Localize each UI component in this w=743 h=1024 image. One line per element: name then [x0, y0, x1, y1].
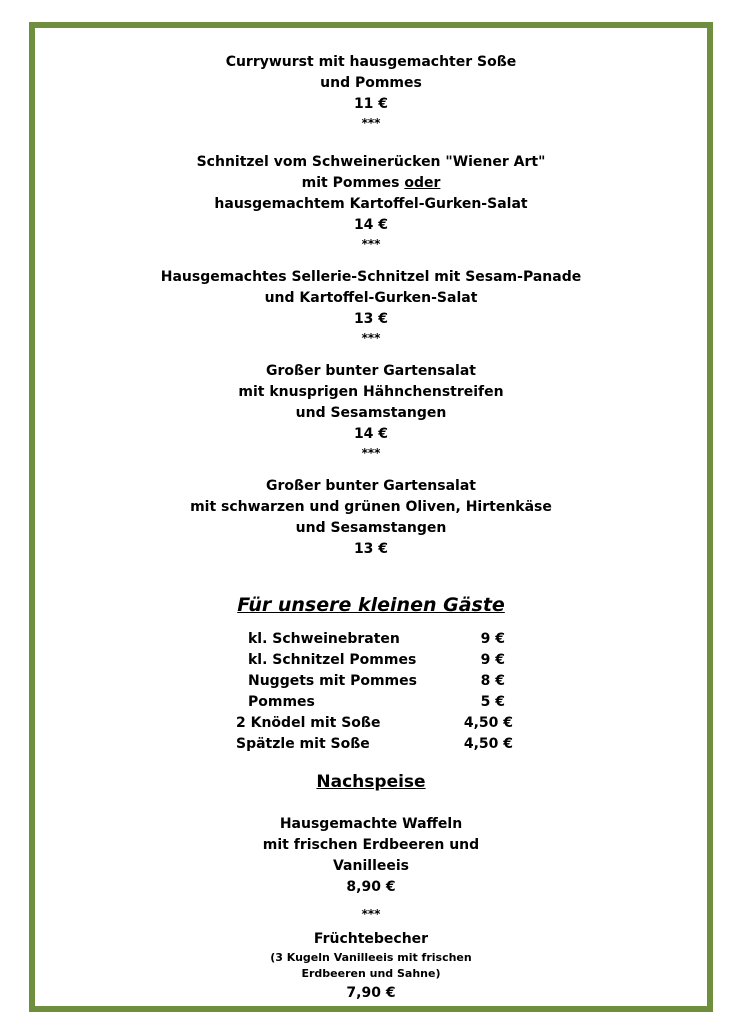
schnitzel-or: oder [404, 175, 441, 191]
waffeln-price: 8,90 € [346, 879, 396, 895]
separator: *** [361, 116, 381, 130]
fruechte-note1: (3 Kugeln Vanilleeis mit frischen [270, 951, 472, 964]
separator: *** [361, 446, 381, 460]
kids-item-name: kl. Schnitzel Pommes [248, 652, 417, 668]
salat-haehnchen-line1: Großer bunter Gartensalat [266, 363, 476, 379]
salat-oliven-line2: mit schwarzen und grünen Oliven, Hirtenkäse [190, 499, 552, 515]
kids-item-price: 4,50 € [463, 736, 513, 752]
fruechte-note2: Erdbeeren und Sahne) [301, 967, 441, 980]
dessert-heading: Nachspeise [316, 772, 426, 792]
kids-item-price: 9 € [480, 652, 505, 668]
salat-haehnchen-line3: und Sesamstangen [295, 405, 447, 421]
salat-haehnchen-price: 14 € [353, 426, 389, 442]
sellerie-line1: Hausgemachtes Sellerie-Schnitzel mit Sesam-Panade [160, 269, 582, 285]
kids-item-price: 4,50 € [463, 715, 513, 731]
salat-oliven-price: 13 € [353, 541, 389, 557]
schnitzel-price: 14 € [353, 217, 389, 233]
kids-item-name: Pommes [248, 694, 315, 710]
separator: *** [361, 907, 381, 921]
separator: *** [361, 237, 381, 251]
menu-page-frame [29, 22, 713, 1012]
salat-haehnchen-line2: mit knusprigen Hähnchenstreifen [238, 384, 504, 400]
fruechte-title: Früchtebecher [313, 931, 429, 947]
currywurst-line1: Currywurst mit hausgemachter Soße [225, 54, 517, 70]
kids-item-name: Spätzle mit Soße [236, 736, 370, 752]
kids-heading: Für unsere kleinen Gäste [237, 594, 505, 616]
sellerie-price: 13 € [353, 311, 389, 327]
kids-item-name: 2 Knödel mit Soße [236, 715, 381, 731]
waffeln-line3: Vanilleeis [332, 858, 409, 874]
kids-item-price: 9 € [480, 631, 505, 647]
waffeln-line1: Hausgemachte Waffeln [279, 816, 463, 832]
schnitzel-line2 [35, 173, 707, 193]
separator: *** [361, 331, 381, 345]
kids-item-name: Nuggets mit Pommes [248, 673, 417, 689]
currywurst-line2: und Pommes [320, 75, 422, 91]
fruechte-price: 7,90 € [346, 985, 396, 1001]
sellerie-line2: und Kartoffel-Gurken-Salat [264, 290, 478, 306]
kids-item-price: 5 € [480, 694, 505, 710]
schnitzel-line3: hausgemachtem Kartoffel-Gurken-Salat [214, 196, 528, 212]
schnitzel-line1: Schnitzel vom Schweinerücken "Wiener Art" [196, 154, 546, 170]
salat-oliven-line3: und Sesamstangen [295, 520, 447, 536]
kids-item-price: 8 € [480, 673, 505, 689]
kids-item-name: kl. Schweinebraten [248, 631, 400, 647]
schnitzel-line2-text: mit Pommes [301, 175, 405, 191]
salat-oliven-line1: Großer bunter Gartensalat [266, 478, 476, 494]
currywurst-price: 11 € [353, 96, 389, 112]
waffeln-line2: mit frischen Erdbeeren und [262, 837, 480, 853]
